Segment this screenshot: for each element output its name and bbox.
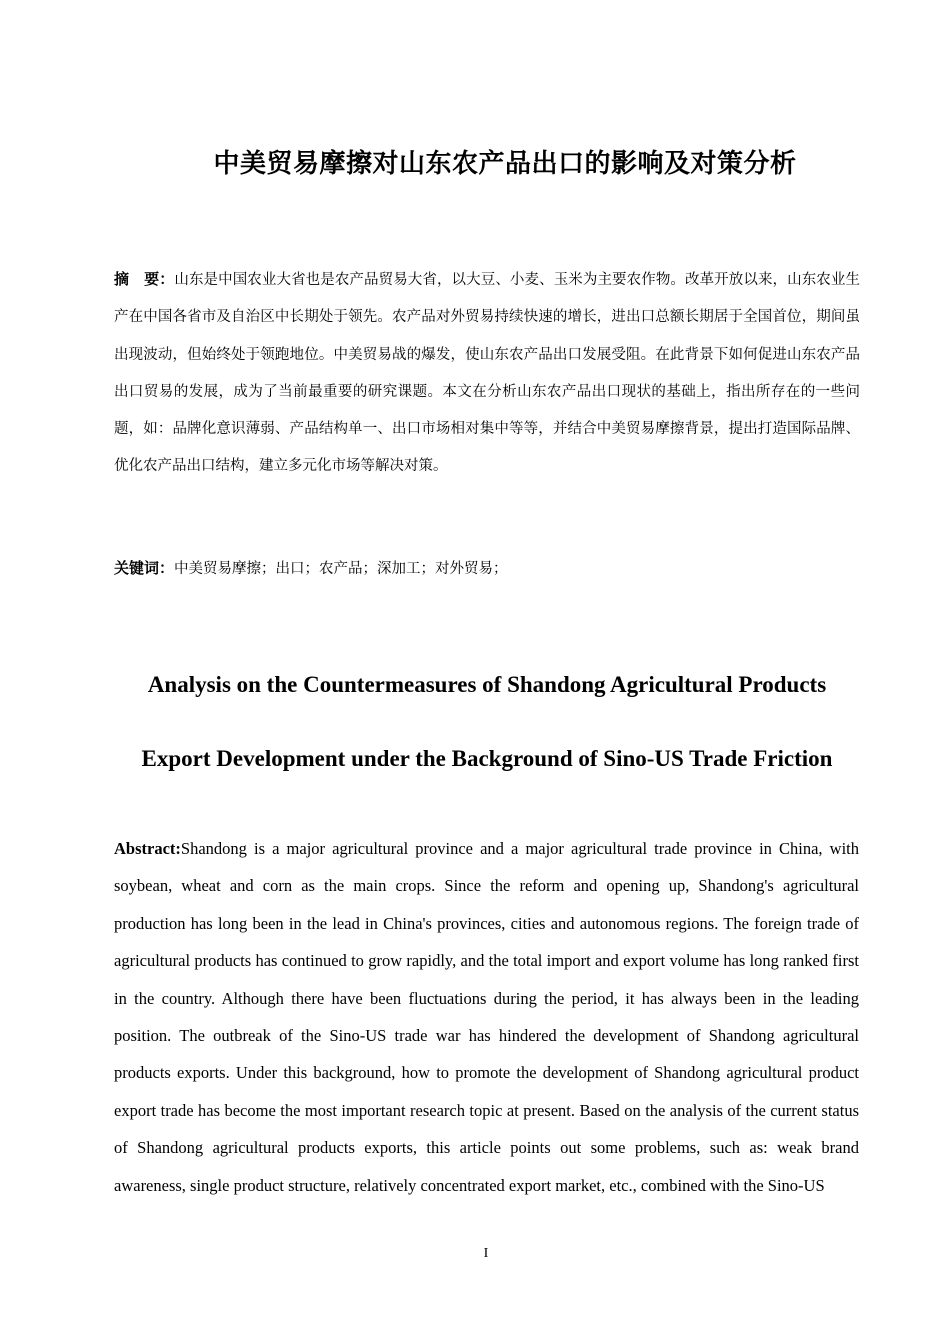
chinese-abstract-text: 山东是中国农业大省也是农产品贸易大省，以大豆、小麦、玉米为主要农作物。改革开放以来，山东农业生产在中国各省市及自治区中长期处于领先。农产品对外贸易持续快速的增长，进出口总额长期居于全国首位，期间虽出现波动，但始终处于领跑地位。中美贸易战的爆发，使山东农产品出口发展受阻。在此背景下如何促进山东农产品出口贸易的发展，成为了当前最重要的研究课题。本文在分析山东农产品出口现状的基础上，指出所存在的一些问题，如：品牌化意识薄弱、产品结构单一、出口市场相对集中等等，并结合中美贸易摩擦背景，提出打造国际品牌、优化农产品出口结构，建立多元化市场等解决对策。 xyxy=(114,272,860,475)
page-number: I xyxy=(483,1246,489,1261)
chinese-keywords-text: 中美贸易摩擦；出口；农产品；深加工；对外贸易； xyxy=(174,561,508,577)
english-abstract xyxy=(114,830,859,1204)
chinese-title: 中美贸易摩擦对山东农产品出口的影响及对策分析 xyxy=(213,149,797,179)
chinese-abstract-label: 摘 要： xyxy=(114,270,175,288)
english-abstract-text: Shandong is a major agricultural province and a major agricultural trade province in China, with soybean, wheat and corn as the main crops. Since the reform and opening up, Shandong's agricultural production has long been in the lead in China's provinces, cities and autonomous regions. The foreign trade of agricultural products has continued to grow rapidly, and the total import and export volume has long ranked first in the country. Although there have been fluctuations during the period, it has always been in the leading position. The outbreak of the Sino-US trade war has hindered the development of Shandong agricultural products exports. Under this background, how to promote the development of Shandong agricultural product export trade has become the most important research topic at present. Based on the analysis of the current status of Shandong agricultural products exports, this article points out some problems, such as: weak brand awareness, single product structure, relatively concentrated export market, etc., combined with the Sino-US xyxy=(114,839,859,1195)
chinese-keywords-label: 关键词： xyxy=(114,559,175,577)
english-title-line-1: Analysis on the Countermeasures of Shandong Agricultural Products xyxy=(147,672,827,697)
english-abstract-label: Abstract: xyxy=(114,839,181,858)
chinese-abstract xyxy=(114,261,860,486)
english-title-line-2: Export Development under the Background of Sino-US Trade Friction xyxy=(141,746,833,771)
chinese-keywords xyxy=(114,550,860,588)
